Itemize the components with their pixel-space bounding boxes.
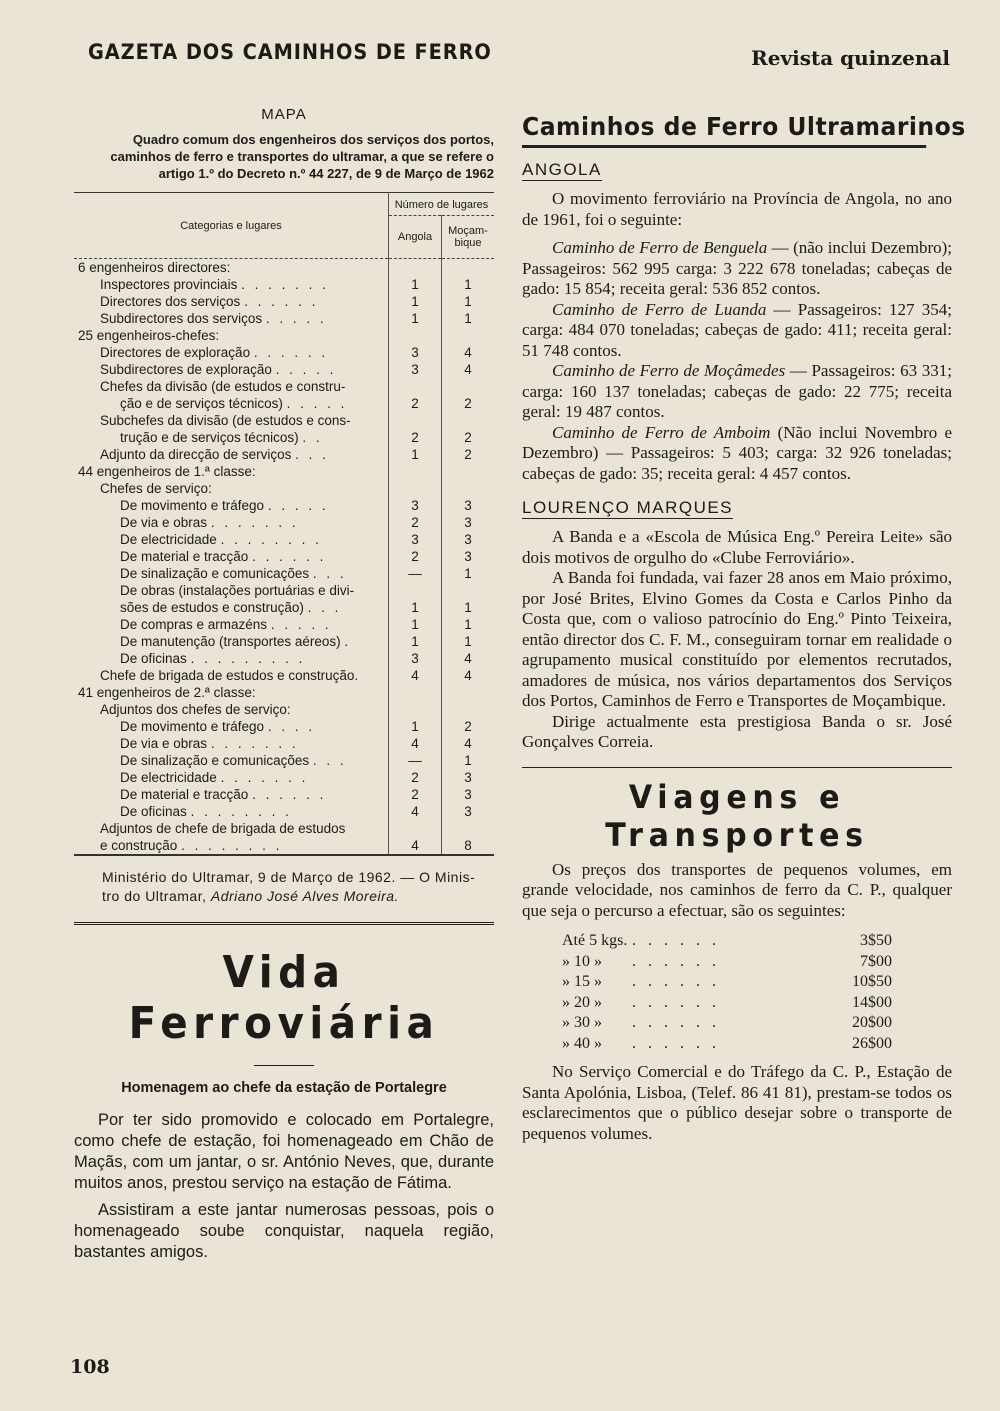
price-row [562, 972, 892, 993]
viagens-title: Viagens e Transportes [605, 777, 869, 854]
table-row [74, 514, 494, 531]
row-label [74, 378, 389, 395]
row-label-text: Subdirectores de exploração [100, 362, 272, 377]
table-row [74, 378, 494, 395]
angola-count [389, 684, 442, 701]
price-row [562, 952, 892, 973]
amboim-name: Caminho de Ferro de Amboim [552, 422, 771, 442]
lourenco-marques-article [522, 527, 952, 753]
mocambique-count: 4 [442, 667, 495, 684]
row-label [74, 752, 389, 769]
angola-count: 4 [389, 735, 442, 752]
table-bottom-rule [74, 854, 494, 856]
leader-dots: . . . . . . [632, 973, 720, 990]
row-label-text: De material e tracção [120, 787, 249, 802]
luanda-paragraph [522, 300, 952, 362]
row-label [74, 395, 389, 412]
angola-count: 3 [389, 497, 442, 514]
leader-dots: . . . [312, 566, 347, 581]
row-label [74, 701, 389, 718]
row-label-text: De electricidade [120, 532, 217, 547]
mocambique-count [442, 378, 495, 395]
row-label [74, 429, 389, 446]
table-row [74, 633, 494, 650]
angola-count [389, 327, 442, 344]
journal-title: GAZETA DOS CAMINHOS DE FERRO [88, 40, 492, 64]
leader-dots: . . . . . . . [220, 770, 309, 785]
mocambique-count: 1 [442, 616, 495, 633]
viagens-intro: Os preços dos transportes de pequenos volumes, em grande velocidade, nos caminhos de ferro da C. P., qualquer que seja o percurso a efectuar, são os seguintes: [522, 859, 952, 920]
mocambique-count: 1 [442, 752, 495, 769]
angola-count [389, 378, 442, 395]
leader-dots: . . . . . . [252, 787, 327, 802]
price-row [562, 1034, 892, 1055]
mocambique-count [442, 582, 495, 599]
signature [74, 868, 494, 906]
table-row [74, 752, 494, 769]
table-row [74, 429, 494, 446]
table-row [74, 667, 494, 684]
leader-dots: . [344, 634, 352, 649]
row-label [74, 786, 389, 803]
mocambique-count: 3 [442, 514, 495, 531]
table-row [74, 684, 494, 701]
short-rule [254, 1065, 314, 1066]
table-row [74, 259, 494, 277]
table-row [74, 293, 494, 310]
col-header-mocambique: Moçam-bique [442, 216, 495, 259]
leader-dots: . . . . . [286, 396, 348, 411]
angola-count: 2 [389, 548, 442, 565]
row-label-text: e construção [100, 838, 178, 853]
angola-count [389, 701, 442, 718]
mocambique-count: 4 [442, 735, 495, 752]
angola-count: 1 [389, 616, 442, 633]
mocambique-count: 3 [442, 769, 495, 786]
weight-cell: Até 5 kgs. [562, 932, 628, 949]
leader-dots: . . . . . . [632, 952, 720, 970]
row-label-text: De material e tracção [120, 549, 249, 564]
leader-dots: . . . . [267, 719, 316, 734]
row-label [74, 565, 389, 582]
price-row [562, 931, 892, 952]
row-label-text: De movimento e tráfego [120, 498, 265, 513]
section-divider [74, 922, 494, 925]
leader-dots: . . . [295, 447, 329, 462]
row-label-text: De electricidade [120, 770, 217, 785]
angola-count [389, 820, 442, 837]
angola-article [522, 189, 952, 484]
mocambique-count [442, 463, 495, 480]
row-label-text: De sinalização e comunicações [120, 753, 310, 768]
angola-count: 4 [389, 837, 442, 854]
leader-dots: . . . [307, 600, 342, 615]
angola-count: 2 [389, 786, 442, 803]
mocambique-count [442, 480, 495, 497]
mocambique-count: 4 [442, 361, 495, 378]
table-row [74, 616, 494, 633]
table-row [74, 565, 494, 582]
row-label [74, 327, 389, 344]
leader-dots: . . . . . . [252, 549, 327, 564]
lm-paragraph-2: A Banda foi fundada, vai fazer 28 anos em Maio próximo, por José Brites, Elvino Gomes da Costa e Carlos Pinho da Costa que, com o valioso patrocínio do Eng.º Pinto Teixeira, então director dos C. F. M., conseguiram tornar em realidade o agrupamento musical constituído por elementos recrutados, amadores de música, nos vários departamentos dos Serviços dos Portos, Caminhos de Ferro e Transportes de Moçambique. [522, 568, 952, 710]
leader-dots: . . . . . . . . . [190, 651, 306, 666]
row-label-text: Chefes de serviço: [100, 481, 212, 496]
row-label-text: De manutenção (transportes aéreos) [120, 634, 341, 649]
price-table-body [562, 931, 892, 1054]
mocambique-count: 3 [442, 803, 495, 820]
mocambique-count: 8 [442, 837, 495, 854]
price-table [562, 931, 892, 1054]
row-label-text: Chefe de brigada de estudos e construção. [100, 668, 359, 683]
mocambique-count: 1 [442, 293, 495, 310]
table-row [74, 463, 494, 480]
row-label-text: De obras (instalações portuárias e divi- [120, 583, 355, 598]
section-divider-right [522, 767, 952, 768]
table-row [74, 480, 494, 497]
row-label [74, 667, 389, 684]
angola-count: 3 [389, 344, 442, 361]
angola-count [389, 412, 442, 429]
row-label [74, 769, 389, 786]
row-label-text: Adjuntos de chefe de brigada de estudos [100, 821, 346, 836]
row-label [74, 310, 389, 327]
row-label-text: Adjunto da direcção de serviços [100, 447, 292, 462]
table-row [74, 650, 494, 667]
mocambique-count [442, 684, 495, 701]
leader-dots: . . . . . . . [210, 736, 299, 751]
mocambique-count: 4 [442, 650, 495, 667]
vida-article [74, 1110, 494, 1263]
table-row [74, 531, 494, 548]
angola-count [389, 259, 442, 277]
angola-count: 3 [389, 361, 442, 378]
vida-paragraph-1: Por ter sido promovido e colocado em Portalegre, como chefe de estação, foi homenageado em Chão de Maçãs, com um jantar, o sr. António Neves, que, durante muitos anos, prestou serviço na estação de Fátima. [74, 1111, 494, 1192]
vida-paragraph-2: Assistiram a este jantar numerosas pessoas, pois o homenageado soube conquistar, naquela região, bastantes amigos. [74, 1201, 494, 1261]
row-label-text: De oficinas [120, 804, 187, 819]
table-row [74, 582, 494, 599]
right-column [522, 100, 966, 1144]
leader-dots: . . . . . . [632, 993, 720, 1011]
price-cell: 7$00 [860, 952, 892, 970]
benguela-paragraph [522, 238, 952, 300]
row-label [74, 276, 389, 293]
table-row [74, 701, 494, 718]
angola-count: 3 [389, 650, 442, 667]
weight-cell: » 10 » [562, 952, 602, 970]
page-number: 108 [70, 1356, 110, 1378]
table-row [74, 276, 494, 293]
table-row [74, 786, 494, 803]
luanda-name: Caminho de Ferro de Luanda [552, 299, 767, 319]
leader-dots: . . . . . [265, 311, 327, 326]
row-label-text: Directores de exploração [100, 345, 251, 360]
leader-dots: . . . . . [270, 617, 332, 632]
mocambique-count [442, 820, 495, 837]
leader-dots: . . . [312, 753, 347, 768]
mocambique-count: 1 [442, 565, 495, 582]
angola-count: 1 [389, 599, 442, 616]
table-row [74, 412, 494, 429]
row-label [74, 599, 389, 616]
angola-count: 2 [389, 429, 442, 446]
mapa-caption: Quadro comum dos engenheiros dos serviços dos portos, caminhos de ferro e transportes do ultramar, a que se refere o artigo 1.º do Decreto n.º 44 227, de 9 de Março de 1962 [110, 132, 494, 181]
mapa-title: MAPA [261, 106, 307, 123]
weight-cell: » 20 » [562, 993, 602, 1011]
weight-cell: » 15 » [562, 973, 602, 990]
angola-count: 4 [389, 667, 442, 684]
row-label [74, 616, 389, 633]
row-label [74, 837, 389, 854]
leader-dots: . . . . . . . [210, 515, 299, 530]
row-label [74, 548, 389, 565]
row-label [74, 497, 389, 514]
angola-count: 2 [389, 769, 442, 786]
row-label [74, 718, 389, 735]
row-label-text: Inspectores provinciais [100, 277, 238, 292]
angola-count: 1 [389, 633, 442, 650]
row-label [74, 531, 389, 548]
angola-count [389, 463, 442, 480]
row-label [74, 820, 389, 837]
row-label [74, 463, 389, 480]
angola-intro: O movimento ferroviário na Província de Angola, no ano de 1961, foi o seguinte: [522, 189, 952, 229]
angola-count: 3 [389, 531, 442, 548]
row-label [74, 582, 389, 599]
row-label-text: Adjuntos dos chefes de serviço: [100, 702, 291, 717]
leader-dots: . . . . . . [244, 294, 319, 309]
row-label [74, 412, 389, 429]
mocambique-count [442, 327, 495, 344]
price-cell: 10$50 [852, 973, 892, 990]
mocamedes-text: — Passageiros: 63 331; carga: 160 137 toneladas; cabeças de gado: 22 775; receita geral: 19 487 contos. [522, 361, 952, 421]
row-label [74, 514, 389, 531]
row-label-text: ção e de serviços técnicos) [120, 396, 283, 411]
vida-subheading: Homenagem ao chefe da estação de Portalegre [121, 1080, 447, 1096]
mocambique-count: 3 [442, 786, 495, 803]
angola-count: 2 [389, 514, 442, 531]
angola-count: 4 [389, 803, 442, 820]
leader-dots: . . . . . . . . [190, 804, 292, 819]
row-label-text: 44 engenheiros de 1.ª classe: [78, 464, 256, 479]
angola-count: 2 [389, 395, 442, 412]
angola-count: 1 [389, 293, 442, 310]
signature-line1: Ministério do Ultramar, 9 de Março de 1962. — O Minis- [102, 869, 476, 885]
col-header-angola: Angola [389, 216, 442, 259]
mocambique-count: 1 [442, 310, 495, 327]
mocambique-count: 1 [442, 599, 495, 616]
row-label-text: sões de estudos e construção) [120, 600, 304, 615]
row-label-text: Subchefes da divisão (de estudos e cons- [100, 413, 351, 428]
row-label-text: De sinalização e comunicações [120, 566, 310, 581]
lourenco-marques-label: LOURENÇO MARQUES [522, 498, 734, 517]
price-cell: 26$00 [852, 1034, 892, 1052]
row-label [74, 650, 389, 667]
row-label [74, 480, 389, 497]
table-row [74, 735, 494, 752]
vida-ferroviaria-title: Vida Ferroviária [128, 947, 440, 1049]
table-row [74, 837, 494, 854]
table-row [74, 344, 494, 361]
row-label-text: De movimento e tráfego [120, 719, 265, 734]
table-row [74, 820, 494, 837]
row-label [74, 803, 389, 820]
table-body [74, 259, 494, 855]
price-cell: 20$00 [852, 1014, 892, 1031]
row-label-text: trução e de serviços técnicos) [120, 430, 299, 445]
leader-dots: . . . . . . [632, 1014, 720, 1031]
row-label-text: 6 engenheiros directores: [78, 260, 231, 275]
row-label [74, 259, 389, 277]
leader-dots: . . . . . [267, 498, 329, 513]
price-cell: 14$00 [852, 993, 892, 1011]
col-header-number: Número de lugares [389, 193, 495, 216]
leader-dots: . . . . . [275, 362, 337, 377]
benguela-name: Caminho de Ferro de Benguela [552, 238, 768, 257]
mocambique-count [442, 412, 495, 429]
table-row [74, 769, 494, 786]
row-label-text: De via e obras [120, 736, 208, 751]
mocamedes-paragraph [522, 361, 952, 423]
table-row [74, 599, 494, 616]
row-label-text: 25 engenheiros-chefes: [78, 328, 220, 343]
engineers-table [74, 192, 494, 854]
row-label-text: Directores dos serviços [100, 294, 241, 309]
weight-cell: » 30 » [562, 1014, 602, 1031]
row-label-text: Subdirectores dos serviços [100, 311, 263, 326]
row-label-text: Chefes da divisão (de estudos e constru- [100, 379, 346, 394]
row-label [74, 735, 389, 752]
mocambique-count: 2 [442, 395, 495, 412]
mocambique-count: 3 [442, 497, 495, 514]
angola-count: 1 [389, 446, 442, 463]
row-label [74, 446, 389, 463]
table-row [74, 327, 494, 344]
table-row [74, 395, 494, 412]
leader-dots: . . . . . . . . [220, 532, 322, 547]
signature-name: Adriano José Alves Moreira. [210, 888, 399, 904]
col-header-categories: Categorias e lugares [74, 193, 389, 259]
table-row [74, 310, 494, 327]
row-label [74, 361, 389, 378]
mocambique-count: 1 [442, 633, 495, 650]
angola-label: ANGOLA [522, 160, 602, 179]
mocamedes-name: Caminho de Ferro de Moçâmedes [552, 361, 786, 380]
mocambique-count: 2 [442, 718, 495, 735]
row-label-text: De compras e armazéns [120, 617, 268, 632]
price-row [562, 1013, 892, 1034]
mocambique-count: 3 [442, 548, 495, 565]
luanda-text: — Passageiros: 127 354; carga: 484 070 toneladas; cabeças de gado: 411; receita geral: 51 748 contos. [522, 299, 952, 360]
amboim-paragraph [522, 423, 952, 485]
angola-count: 1 [389, 276, 442, 293]
angola-count: — [389, 565, 442, 582]
row-label [74, 293, 389, 310]
table-row [74, 361, 494, 378]
angola-count: — [389, 752, 442, 769]
leader-dots: . . . . . . . . [181, 838, 283, 853]
mocambique-count: 2 [442, 446, 495, 463]
mocambique-count: 3 [442, 531, 495, 548]
angola-count [389, 582, 442, 599]
weight-cell: » 40 » [562, 1034, 602, 1052]
price-cell: 3$50 [860, 932, 892, 949]
leader-dots: . . . . . . [632, 1034, 720, 1052]
ultramarinos-title: Caminhos de Ferro Ultramarinos [522, 112, 926, 148]
leader-dots: . . . . . . . [241, 277, 329, 292]
price-row [562, 993, 892, 1014]
viagens-outro: No Serviço Comercial e do Tráfego da C. P., Estação de Santa Apolónia, Lisboa, (Telef. 86 41 81), prestam-se todos os esclarecimentos que o público desejar sobre o transporte de pequenos volumes. [522, 1062, 952, 1143]
mocambique-count: 4 [442, 344, 495, 361]
lm-paragraph-3: Dirige actualmente esta prestigiosa Banda o sr. José Gonçalves Correia. [522, 711, 952, 751]
mocambique-count: 1 [442, 276, 495, 293]
mocambique-count [442, 259, 495, 277]
row-label [74, 344, 389, 361]
angola-count: 1 [389, 718, 442, 735]
angola-count [389, 480, 442, 497]
row-label-text: De via e obras [120, 515, 208, 530]
viagens-outro-block [522, 1062, 952, 1144]
row-label [74, 633, 389, 650]
table-row [74, 803, 494, 820]
table-row [74, 718, 494, 735]
amboim-text: (Não inclui Novembro e Dezembro) — Passageiros: 5 403; carga: 32 926 toneladas; cabeças de gado: 35; receita geral: 4 457 contos. [522, 422, 952, 483]
leader-dots: . . [302, 430, 323, 445]
row-label-text: 41 engenheiros de 2.ª classe: [78, 685, 256, 700]
journal-subtitle: Revista quinzenal [751, 46, 950, 70]
angola-count: 1 [389, 310, 442, 327]
mocambique-count: 2 [442, 429, 495, 446]
viagens-article [522, 860, 952, 922]
benguela-text: — (não inclui Dezembro); Passageiros: 562 995 carga: 3 222 678 toneladas; cabeças de gado: 15 854; receita geral: 536 852 contos. [522, 238, 952, 298]
table-row [74, 497, 494, 514]
leader-dots: . . . . . . [632, 932, 720, 949]
left-column [74, 100, 494, 1263]
table-row [74, 446, 494, 463]
row-label-text: De oficinas [120, 651, 187, 666]
leader-dots: . . . . . . [253, 345, 329, 360]
row-label [74, 684, 389, 701]
signature-line2: tro do Ultramar, [102, 888, 207, 904]
lm-paragraph-1: A Banda e a «Escola de Música Eng.º Pereira Leite» são dois motivos de orgulho do «Clube Ferroviário». [522, 527, 952, 567]
mocambique-count [442, 701, 495, 718]
table-row [74, 548, 494, 565]
